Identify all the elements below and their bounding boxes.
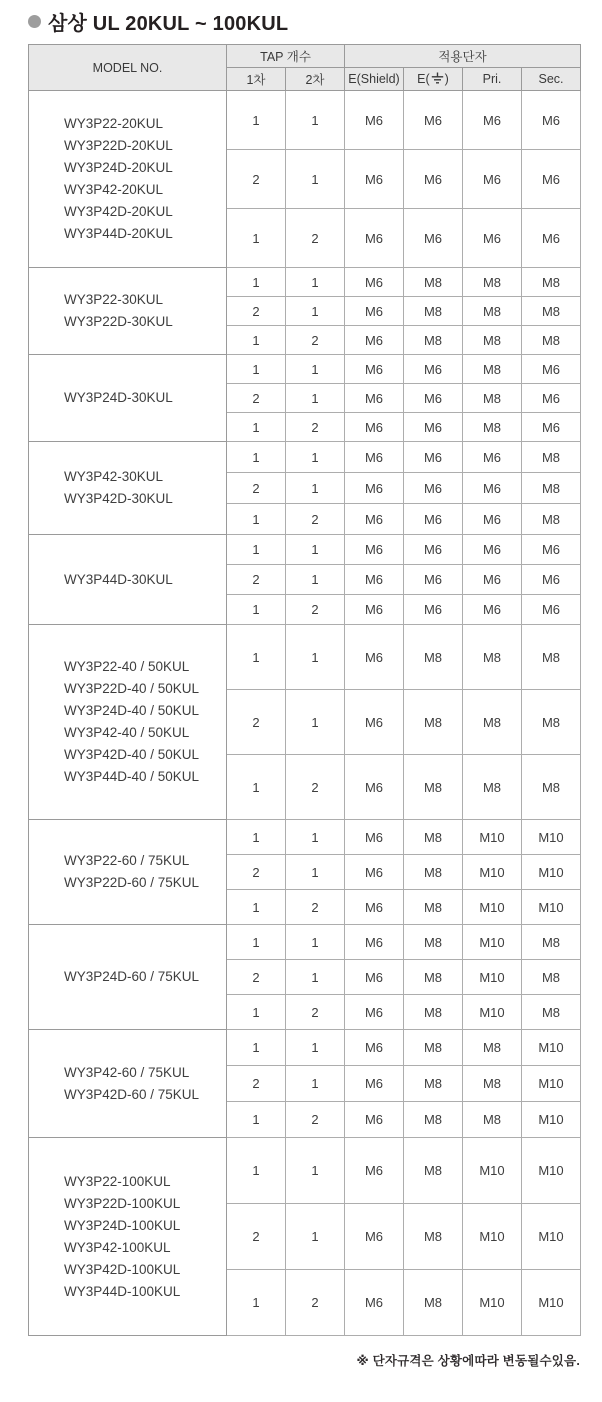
- terminal-size-cell: M8: [404, 1270, 463, 1336]
- terminal-size-cell: M8: [463, 1102, 522, 1138]
- tap-count-cell: 1: [286, 535, 345, 565]
- tap-count-cell: 2: [286, 209, 345, 268]
- terminal-size-cell: M6: [345, 150, 404, 209]
- model-name: WY3P44D-30KUL: [64, 571, 173, 587]
- model-name: WY3P22-100KUL: [64, 1173, 171, 1189]
- model-no-cell: [29, 1138, 227, 1336]
- terminal-size-cell: M8: [404, 625, 463, 690]
- terminal-size-cell: M8: [404, 1102, 463, 1138]
- terminal-size-cell: M10: [463, 1204, 522, 1270]
- terminal-size-cell: M8: [404, 326, 463, 355]
- terminal-size-cell: M6: [404, 413, 463, 442]
- footnote: ※ 단자규격은 상황에따라 변동될수있음.: [356, 1354, 580, 1368]
- terminal-size-cell: M6: [345, 413, 404, 442]
- model-name: WY3P24D-100KUL: [64, 1217, 181, 1233]
- terminal-size-cell: M8: [522, 755, 581, 820]
- tap-count-cell: 1: [227, 995, 286, 1030]
- model-name: WY3P24D-60 / 75KUL: [64, 969, 200, 984]
- terminal-size-cell: M8: [522, 504, 581, 535]
- terminal-size-cell: M6: [345, 565, 404, 595]
- tap-count-cell: 1: [227, 268, 286, 297]
- model-name: WY3P42D-30KUL: [64, 491, 173, 506]
- terminal-size-cell: M10: [522, 1204, 581, 1270]
- terminal-size-cell: M10: [463, 1138, 522, 1204]
- e-ground-suffix: ): [444, 72, 449, 86]
- tap-count-cell: 2: [286, 326, 345, 355]
- terminal-size-cell: M6: [463, 535, 522, 565]
- terminal-size-cell: M6: [404, 150, 463, 209]
- terminal-size-cell: M6: [522, 209, 581, 268]
- terminal-size-cell: M10: [463, 925, 522, 960]
- model-name: WY3P22D-30KUL: [64, 314, 173, 329]
- model-no-cell: [29, 820, 227, 925]
- terminal-size-cell: M6: [345, 855, 404, 890]
- model-name: WY3P42-60 / 75KUL: [64, 1064, 190, 1080]
- terminal-size-cell: M6: [345, 820, 404, 855]
- col-group-tap-count: TAP 개수: [227, 45, 345, 68]
- terminal-size-cell: M6: [522, 355, 581, 384]
- terminal-size-cell: M8: [463, 297, 522, 326]
- terminal-size-cell: M6: [345, 326, 404, 355]
- col-header-secondary-tap: 2차: [286, 68, 345, 91]
- model-name: WY3P22D-20KUL: [64, 138, 173, 153]
- model-no-cell: [29, 442, 227, 535]
- col-header-model: MODEL NO.: [29, 45, 227, 91]
- table-row: [29, 925, 581, 960]
- tap-count-cell: 1: [286, 960, 345, 995]
- tap-count-cell: 1: [227, 442, 286, 473]
- model-no-cell: [29, 625, 227, 820]
- terminal-size-cell: M10: [463, 1270, 522, 1336]
- terminal-size-cell: M6: [463, 209, 522, 268]
- terminal-size-cell: M8: [404, 855, 463, 890]
- terminal-size-cell: M8: [404, 1066, 463, 1102]
- terminal-size-cell: M6: [404, 91, 463, 150]
- terminal-size-cell: M6: [404, 565, 463, 595]
- tap-count-cell: 1: [227, 595, 286, 625]
- tap-count-cell: 2: [227, 690, 286, 755]
- tap-count-cell: 1: [227, 355, 286, 384]
- terminal-size-cell: M6: [345, 595, 404, 625]
- terminal-size-cell: M6: [345, 1030, 404, 1066]
- tap-count-cell: 1: [227, 91, 286, 150]
- tap-count-cell: 1: [227, 209, 286, 268]
- terminal-size-cell: M6: [463, 442, 522, 473]
- terminal-size-cell: M6: [404, 535, 463, 565]
- terminal-size-cell: M6: [404, 355, 463, 384]
- terminal-size-cell: M8: [463, 755, 522, 820]
- terminal-size-cell: M6: [463, 504, 522, 535]
- table-row: [29, 625, 581, 690]
- tap-count-cell: 2: [286, 890, 345, 925]
- model-no-cell: [29, 355, 227, 442]
- terminal-size-cell: M6: [345, 355, 404, 384]
- tap-count-cell: 2: [227, 960, 286, 995]
- table-header: [29, 45, 581, 91]
- tap-count-cell: 1: [227, 535, 286, 565]
- tap-count-cell: 1: [286, 268, 345, 297]
- terminal-size-cell: M8: [522, 473, 581, 504]
- tap-count-cell: 1: [227, 326, 286, 355]
- terminal-size-cell: M10: [463, 995, 522, 1030]
- terminal-size-cell: M6: [522, 150, 581, 209]
- col-header-e-shield: E(Shield): [345, 68, 404, 91]
- tap-count-cell: 1: [286, 925, 345, 960]
- terminal-size-cell: M8: [404, 297, 463, 326]
- model-name: WY3P22D-40 / 50KUL: [64, 681, 200, 696]
- tap-count-cell: 1: [227, 504, 286, 535]
- terminal-size-cell: M6: [463, 595, 522, 625]
- earth-ground-icon: [430, 72, 445, 86]
- tap-count-cell: 2: [227, 1066, 286, 1102]
- terminal-size-cell: M8: [522, 995, 581, 1030]
- terminal-size-cell: M6: [404, 384, 463, 413]
- col-header-e-ground: [404, 68, 463, 91]
- terminal-size-cell: M6: [345, 504, 404, 535]
- model-name: WY3P42-40 / 50KUL: [64, 725, 190, 740]
- terminal-size-cell: M6: [345, 625, 404, 690]
- tap-count-cell: 1: [227, 755, 286, 820]
- terminal-size-cell: M10: [463, 855, 522, 890]
- terminal-size-cell: M8: [522, 297, 581, 326]
- model-name: WY3P42D-40 / 50KUL: [64, 747, 200, 762]
- table-row: [29, 1138, 581, 1204]
- terminal-size-cell: M6: [404, 442, 463, 473]
- tap-count-cell: 1: [227, 1030, 286, 1066]
- terminal-spec-table: [28, 44, 581, 1336]
- table-row: [29, 91, 581, 150]
- tap-count-cell: 1: [286, 384, 345, 413]
- terminal-size-cell: M10: [522, 1270, 581, 1336]
- tap-count-cell: 1: [286, 565, 345, 595]
- model-name: WY3P42-100KUL: [64, 1239, 171, 1255]
- terminal-size-cell: M6: [345, 1066, 404, 1102]
- model-name: WY3P42-30KUL: [64, 469, 164, 484]
- tap-count-cell: 2: [227, 473, 286, 504]
- model-name: WY3P42-20KUL: [64, 182, 164, 197]
- table-row: [29, 268, 581, 297]
- tap-count-cell: 2: [286, 995, 345, 1030]
- terminal-size-cell: M10: [522, 820, 581, 855]
- tap-count-cell: 1: [286, 1066, 345, 1102]
- tap-count-cell: 1: [227, 1270, 286, 1336]
- tap-count-cell: 2: [227, 855, 286, 890]
- terminal-size-cell: M10: [463, 960, 522, 995]
- tap-count-cell: 1: [286, 1030, 345, 1066]
- terminal-size-cell: M6: [345, 755, 404, 820]
- tap-count-cell: 1: [286, 150, 345, 209]
- terminal-size-cell: M8: [463, 384, 522, 413]
- model-name: WY3P42D-20KUL: [64, 204, 173, 219]
- terminal-size-cell: M8: [463, 355, 522, 384]
- model-name: WY3P42D-60 / 75KUL: [64, 1086, 200, 1102]
- terminal-size-cell: M10: [522, 1102, 581, 1138]
- terminal-size-cell: M6: [345, 91, 404, 150]
- terminal-size-cell: M8: [404, 1138, 463, 1204]
- terminal-size-cell: M6: [345, 1204, 404, 1270]
- terminal-size-cell: M6: [463, 150, 522, 209]
- terminal-size-cell: M6: [345, 297, 404, 326]
- tap-count-cell: 2: [286, 595, 345, 625]
- terminal-size-cell: M6: [345, 384, 404, 413]
- terminal-size-cell: M6: [522, 91, 581, 150]
- table-row: [29, 820, 581, 855]
- model-name: WY3P22D-100KUL: [64, 1195, 181, 1211]
- terminal-size-cell: M8: [404, 890, 463, 925]
- tap-count-cell: 1: [227, 820, 286, 855]
- tap-count-cell: 1: [227, 925, 286, 960]
- model-name: WY3P24D-30KUL: [64, 390, 173, 405]
- terminal-size-cell: M8: [463, 625, 522, 690]
- model-name: WY3P24D-40 / 50KUL: [64, 703, 200, 718]
- tap-count-cell: 1: [227, 1138, 286, 1204]
- terminal-size-cell: M6: [345, 535, 404, 565]
- terminal-size-cell: M8: [522, 625, 581, 690]
- terminal-size-cell: M8: [404, 268, 463, 297]
- terminal-size-cell: M8: [404, 925, 463, 960]
- table-body: [29, 91, 581, 1336]
- col-header-primary-tap: 1차: [227, 68, 286, 91]
- terminal-size-cell: M6: [345, 995, 404, 1030]
- page-title: 삼상 UL 20KUL ~ 100KUL: [48, 13, 289, 35]
- terminal-size-cell: M8: [404, 960, 463, 995]
- terminal-size-cell: M8: [463, 326, 522, 355]
- model-no-cell: [29, 1030, 227, 1138]
- tap-count-cell: 2: [286, 755, 345, 820]
- terminal-size-cell: M6: [345, 473, 404, 504]
- tap-count-cell: 1: [286, 442, 345, 473]
- terminal-size-cell: M8: [463, 1030, 522, 1066]
- e-ground-prefix: E(: [417, 72, 430, 86]
- tap-count-cell: 1: [227, 890, 286, 925]
- terminal-size-cell: M6: [522, 595, 581, 625]
- tap-count-cell: 2: [286, 1102, 345, 1138]
- terminal-size-cell: M10: [522, 1030, 581, 1066]
- col-group-applied-terminal: 적용단자: [345, 45, 581, 68]
- terminal-size-cell: M6: [404, 473, 463, 504]
- terminal-size-cell: M8: [522, 326, 581, 355]
- model-no-cell: [29, 535, 227, 625]
- terminal-size-cell: M6: [522, 413, 581, 442]
- tap-count-cell: 1: [227, 1102, 286, 1138]
- model-name: WY3P22D-60 / 75KUL: [64, 875, 200, 890]
- model-name: WY3P22-60 / 75KUL: [64, 853, 190, 868]
- tap-count-cell: 1: [286, 473, 345, 504]
- terminal-size-cell: M10: [463, 820, 522, 855]
- terminal-size-cell: M6: [522, 384, 581, 413]
- model-name: WY3P22-30KUL: [64, 292, 164, 307]
- terminal-size-cell: M6: [404, 209, 463, 268]
- terminal-size-cell: M8: [522, 690, 581, 755]
- terminal-size-cell: M6: [345, 890, 404, 925]
- terminal-size-cell: M10: [522, 1066, 581, 1102]
- tap-count-cell: 2: [286, 1270, 345, 1336]
- terminal-size-cell: M8: [463, 268, 522, 297]
- model-no-cell: [29, 925, 227, 1030]
- tap-count-cell: 1: [286, 690, 345, 755]
- terminal-size-cell: M6: [345, 690, 404, 755]
- tap-count-cell: 1: [286, 1138, 345, 1204]
- terminal-size-cell: M10: [522, 1138, 581, 1204]
- tap-count-cell: 2: [227, 150, 286, 209]
- terminal-size-cell: M8: [522, 442, 581, 473]
- tap-count-cell: 1: [286, 820, 345, 855]
- section-title-row: [28, 8, 580, 35]
- terminal-size-cell: M10: [522, 855, 581, 890]
- terminal-size-cell: M8: [522, 925, 581, 960]
- terminal-size-cell: M6: [345, 268, 404, 297]
- model-name: WY3P22-40 / 50KUL: [64, 659, 190, 674]
- terminal-size-cell: M6: [404, 504, 463, 535]
- terminal-size-cell: M6: [463, 91, 522, 150]
- terminal-size-cell: M6: [522, 565, 581, 595]
- terminal-size-cell: M6: [463, 473, 522, 504]
- terminal-size-cell: M8: [463, 1066, 522, 1102]
- terminal-size-cell: M6: [522, 535, 581, 565]
- terminal-size-cell: M8: [404, 1204, 463, 1270]
- terminal-size-cell: M6: [345, 209, 404, 268]
- model-name: WY3P44D-20KUL: [64, 226, 173, 241]
- col-header-sec: Sec.: [522, 68, 581, 91]
- tap-count-cell: 1: [286, 625, 345, 690]
- tap-count-cell: 2: [286, 504, 345, 535]
- terminal-size-cell: M6: [345, 960, 404, 995]
- table-row: [29, 535, 581, 565]
- table-row: [29, 442, 581, 473]
- terminal-size-cell: M8: [404, 820, 463, 855]
- terminal-size-cell: M10: [463, 890, 522, 925]
- terminal-size-cell: M6: [463, 565, 522, 595]
- terminal-size-cell: M8: [522, 268, 581, 297]
- terminal-size-cell: M10: [522, 890, 581, 925]
- tap-count-cell: 1: [286, 1204, 345, 1270]
- model-no-cell: [29, 268, 227, 355]
- table-row: [29, 1030, 581, 1066]
- tap-count-cell: 1: [286, 355, 345, 384]
- tap-count-cell: 1: [227, 413, 286, 442]
- model-name: WY3P22-20KUL: [64, 116, 164, 131]
- tap-count-cell: 2: [227, 1204, 286, 1270]
- terminal-size-cell: M6: [345, 1270, 404, 1336]
- model-name: WY3P44D-40 / 50KUL: [64, 769, 200, 784]
- terminal-size-cell: M8: [404, 690, 463, 755]
- tap-count-cell: 1: [286, 91, 345, 150]
- terminal-size-cell: M8: [404, 995, 463, 1030]
- table-row: [29, 355, 581, 384]
- model-name: WY3P44D-100KUL: [64, 1283, 181, 1299]
- terminal-size-cell: M8: [463, 413, 522, 442]
- bullet-icon: [28, 15, 41, 28]
- tap-count-cell: 1: [227, 625, 286, 690]
- model-no-cell: [29, 91, 227, 268]
- tap-count-cell: 2: [286, 413, 345, 442]
- tap-count-cell: 1: [286, 855, 345, 890]
- model-name: WY3P42D-100KUL: [64, 1261, 181, 1277]
- col-header-pri: Pri.: [463, 68, 522, 91]
- terminal-size-cell: M8: [522, 960, 581, 995]
- tap-count-cell: 1: [286, 297, 345, 326]
- terminal-size-cell: M6: [345, 1102, 404, 1138]
- tap-count-cell: 2: [227, 297, 286, 326]
- terminal-size-cell: M6: [345, 925, 404, 960]
- tap-count-cell: 2: [227, 384, 286, 413]
- terminal-size-cell: M8: [463, 690, 522, 755]
- terminal-size-cell: M6: [345, 1138, 404, 1204]
- tap-count-cell: 2: [227, 565, 286, 595]
- terminal-size-cell: M8: [404, 1030, 463, 1066]
- terminal-size-cell: M8: [404, 755, 463, 820]
- model-name: WY3P24D-20KUL: [64, 160, 173, 175]
- terminal-size-cell: M6: [404, 595, 463, 625]
- terminal-size-cell: M6: [345, 442, 404, 473]
